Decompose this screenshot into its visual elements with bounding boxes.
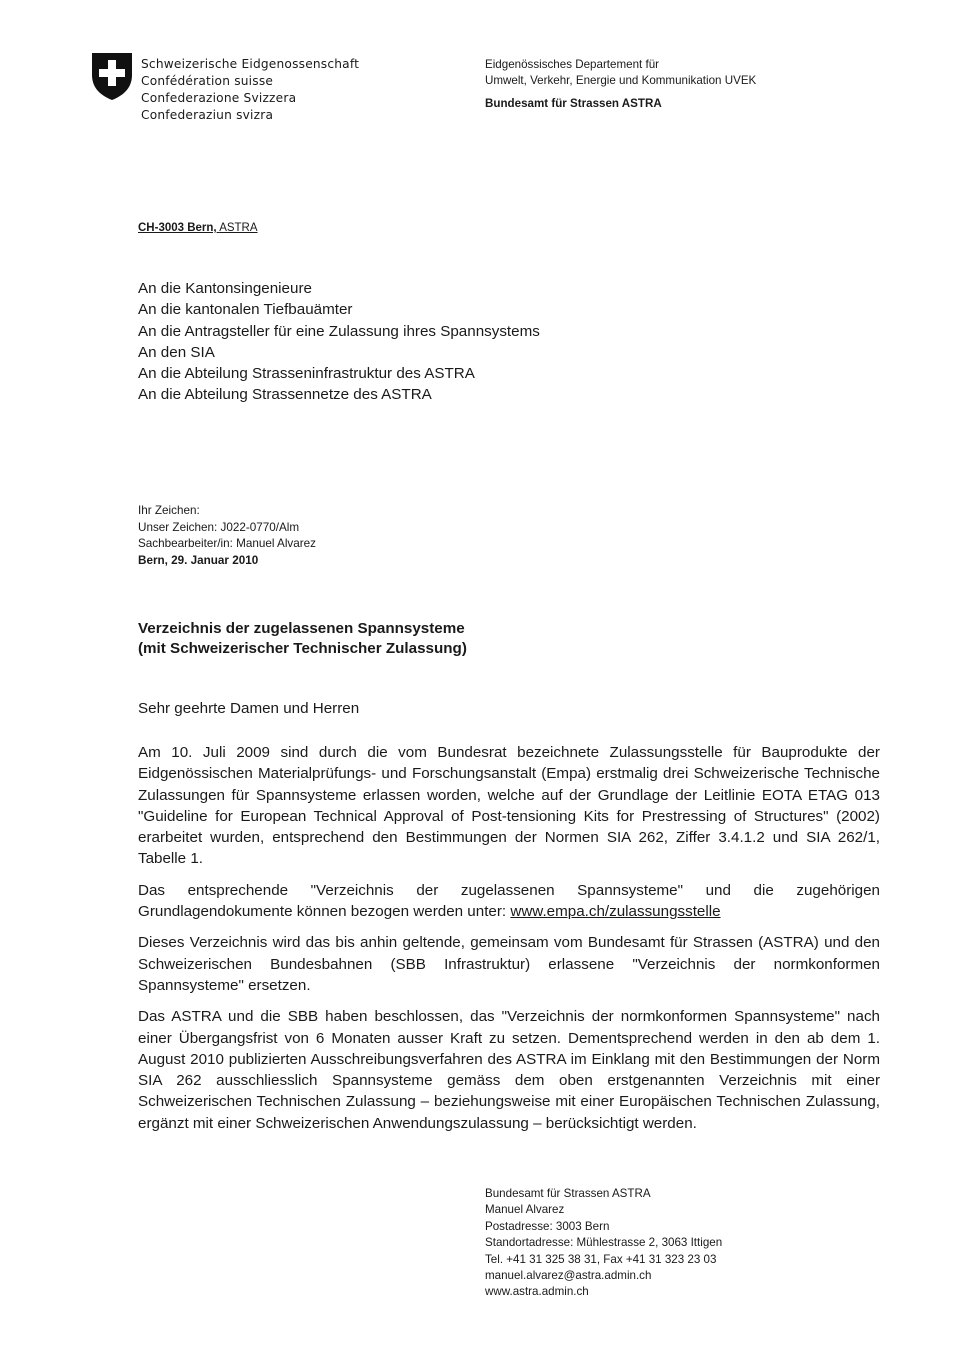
confederation-fr: Confédération suisse: [141, 74, 274, 88]
body-paragraph-2-text: Das entsprechende "Verzeichnis der zugelassenen Spannsysteme" und die zugehörigen Grundlagendokumente können bezogen werden unter:: [138, 881, 880, 921]
subject-heading: [138, 619, 467, 658]
contact-postal: Postadresse: 3003 Bern: [485, 1219, 610, 1233]
ihr-zeichen: Ihr Zeichen:: [138, 504, 200, 517]
sender-line: [138, 222, 258, 234]
recipient-item: An die Abteilung Strasseninfrastruktur des ASTRA: [138, 365, 475, 383]
empa-link[interactable]: www.empa.ch/zulassungsstelle: [510, 903, 721, 921]
confederation-de: Schweizerische Eidgenossenschaft: [141, 57, 360, 71]
confederation-names: [141, 56, 359, 124]
office-name: Bundesamt für Strassen ASTRA: [485, 97, 662, 110]
salutation: Sehr geehrte Damen und Herren: [138, 700, 360, 717]
sender-code: CH-3003 Bern,: [138, 222, 217, 234]
letter-date: Bern, 29. Januar 2010: [138, 553, 259, 567]
contact-email: manuel.alvarez@astra.admin.ch: [485, 1269, 652, 1283]
body-paragraph-4: Das ASTRA und die SBB haben beschlossen, das "Verzeichnis der normkonformen Spannsysteme" nach einer Übergangsfrist von 6 Monaten ausser Kraft zu setzen. Dementsprechend werden in den ab dem 1. August 2010 publizierten Ausschreibungsverfahren des ASTRA im Einklang mit den Bestimmungen der Norm SIA 262 ausschliesslich Spannsysteme gemäss dem oben erstgenannten Verzeichnis mit einer Schweizerischen Technischen Zulassung – beziehungsweise mit einer Europäischen Technischen Zulassung, ergänzt mit einer Schweizerischen Anwendungszulassung – berücksichtigt werden.: [138, 1008, 880, 1132]
confederation-rm: Confederaziun svizra: [141, 108, 274, 122]
sender-name: ASTRA: [219, 222, 258, 234]
recipient-list: [138, 278, 540, 406]
recipient-item: An den SIA: [138, 343, 215, 361]
body-paragraph-3: Dieses Verzeichnis wird das bis anhin geltende, gemeinsam vom Bundesamt für Strassen (ASTRA) und den Schweizerischen Bundesbahnen (SBB Infrastruktur) erlassene "Verzeichnis der normkonformen Spannsysteme" ersetzen.: [138, 934, 880, 994]
department-line-1: Eidgenössisches Departement für: [485, 58, 659, 71]
letter-body: [138, 742, 880, 1144]
contact-location: Standortadresse: Mühlestrasse 2, 3063 Ittigen: [485, 1236, 723, 1250]
subject-line-2: (mit Schweizerischer Technischer Zulassung): [138, 639, 467, 657]
recipient-item: An die Antragsteller für eine Zulassung ihres Spannsystems: [138, 322, 540, 340]
body-paragraph-2: [138, 880, 880, 923]
department-line-2: Umwelt, Verkehr, Energie und Kommunikation UVEK: [485, 74, 757, 87]
sachbearbeiter: Sachbearbeiter/in: Manuel Alvarez: [138, 537, 317, 550]
subject-line-1: Verzeichnis der zugelassenen Spannsysteme: [138, 620, 465, 637]
contact-block: [485, 1186, 722, 1301]
contact-office: Bundesamt für Strassen ASTRA: [485, 1187, 651, 1200]
contact-phone: Tel. +41 31 325 38 31, Fax +41 31 323 23 03: [485, 1252, 717, 1266]
contact-website: www.astra.admin.ch: [485, 1285, 589, 1299]
confederation-it: Confederazione Svizzera: [141, 91, 297, 105]
recipient-item: An die kantonalen Tiefbauämter: [138, 301, 353, 319]
recipient-item: An die Kantonsingenieure: [138, 280, 312, 297]
swiss-coat-of-arms-icon: [90, 51, 134, 101]
department-block: [485, 57, 756, 112]
reference-block: [138, 503, 316, 569]
body-paragraph-1: Am 10. Juli 2009 sind durch die vom Bundesrat bezeichnete Zulassungsstelle für Bauprodukte der Eidgenössischen Materialprüfungs- und Forschungsanstalt (Empa) erstmalig drei Schweizerische Technische Zulassungen für Spannsysteme erlassen worden, welche auf der Grundlage der Leitlinie EOTA ETAG 013 "Guideline for European Technical Approval of Post-tensioning Kits for Prestressing of Structures" (2002) erarbeitet wurden, entsprechend den Bestimmungen der Normen SIA 262, Ziffer 3.4.1.2 und SIA 262/1, Tabelle 1.: [138, 744, 880, 868]
unser-zeichen: Unser Zeichen: J022-0770/Alm: [138, 520, 300, 534]
recipient-item: An die Abteilung Strassennetze des ASTRA: [138, 386, 432, 404]
contact-person: Manuel Alvarez: [485, 1203, 565, 1217]
